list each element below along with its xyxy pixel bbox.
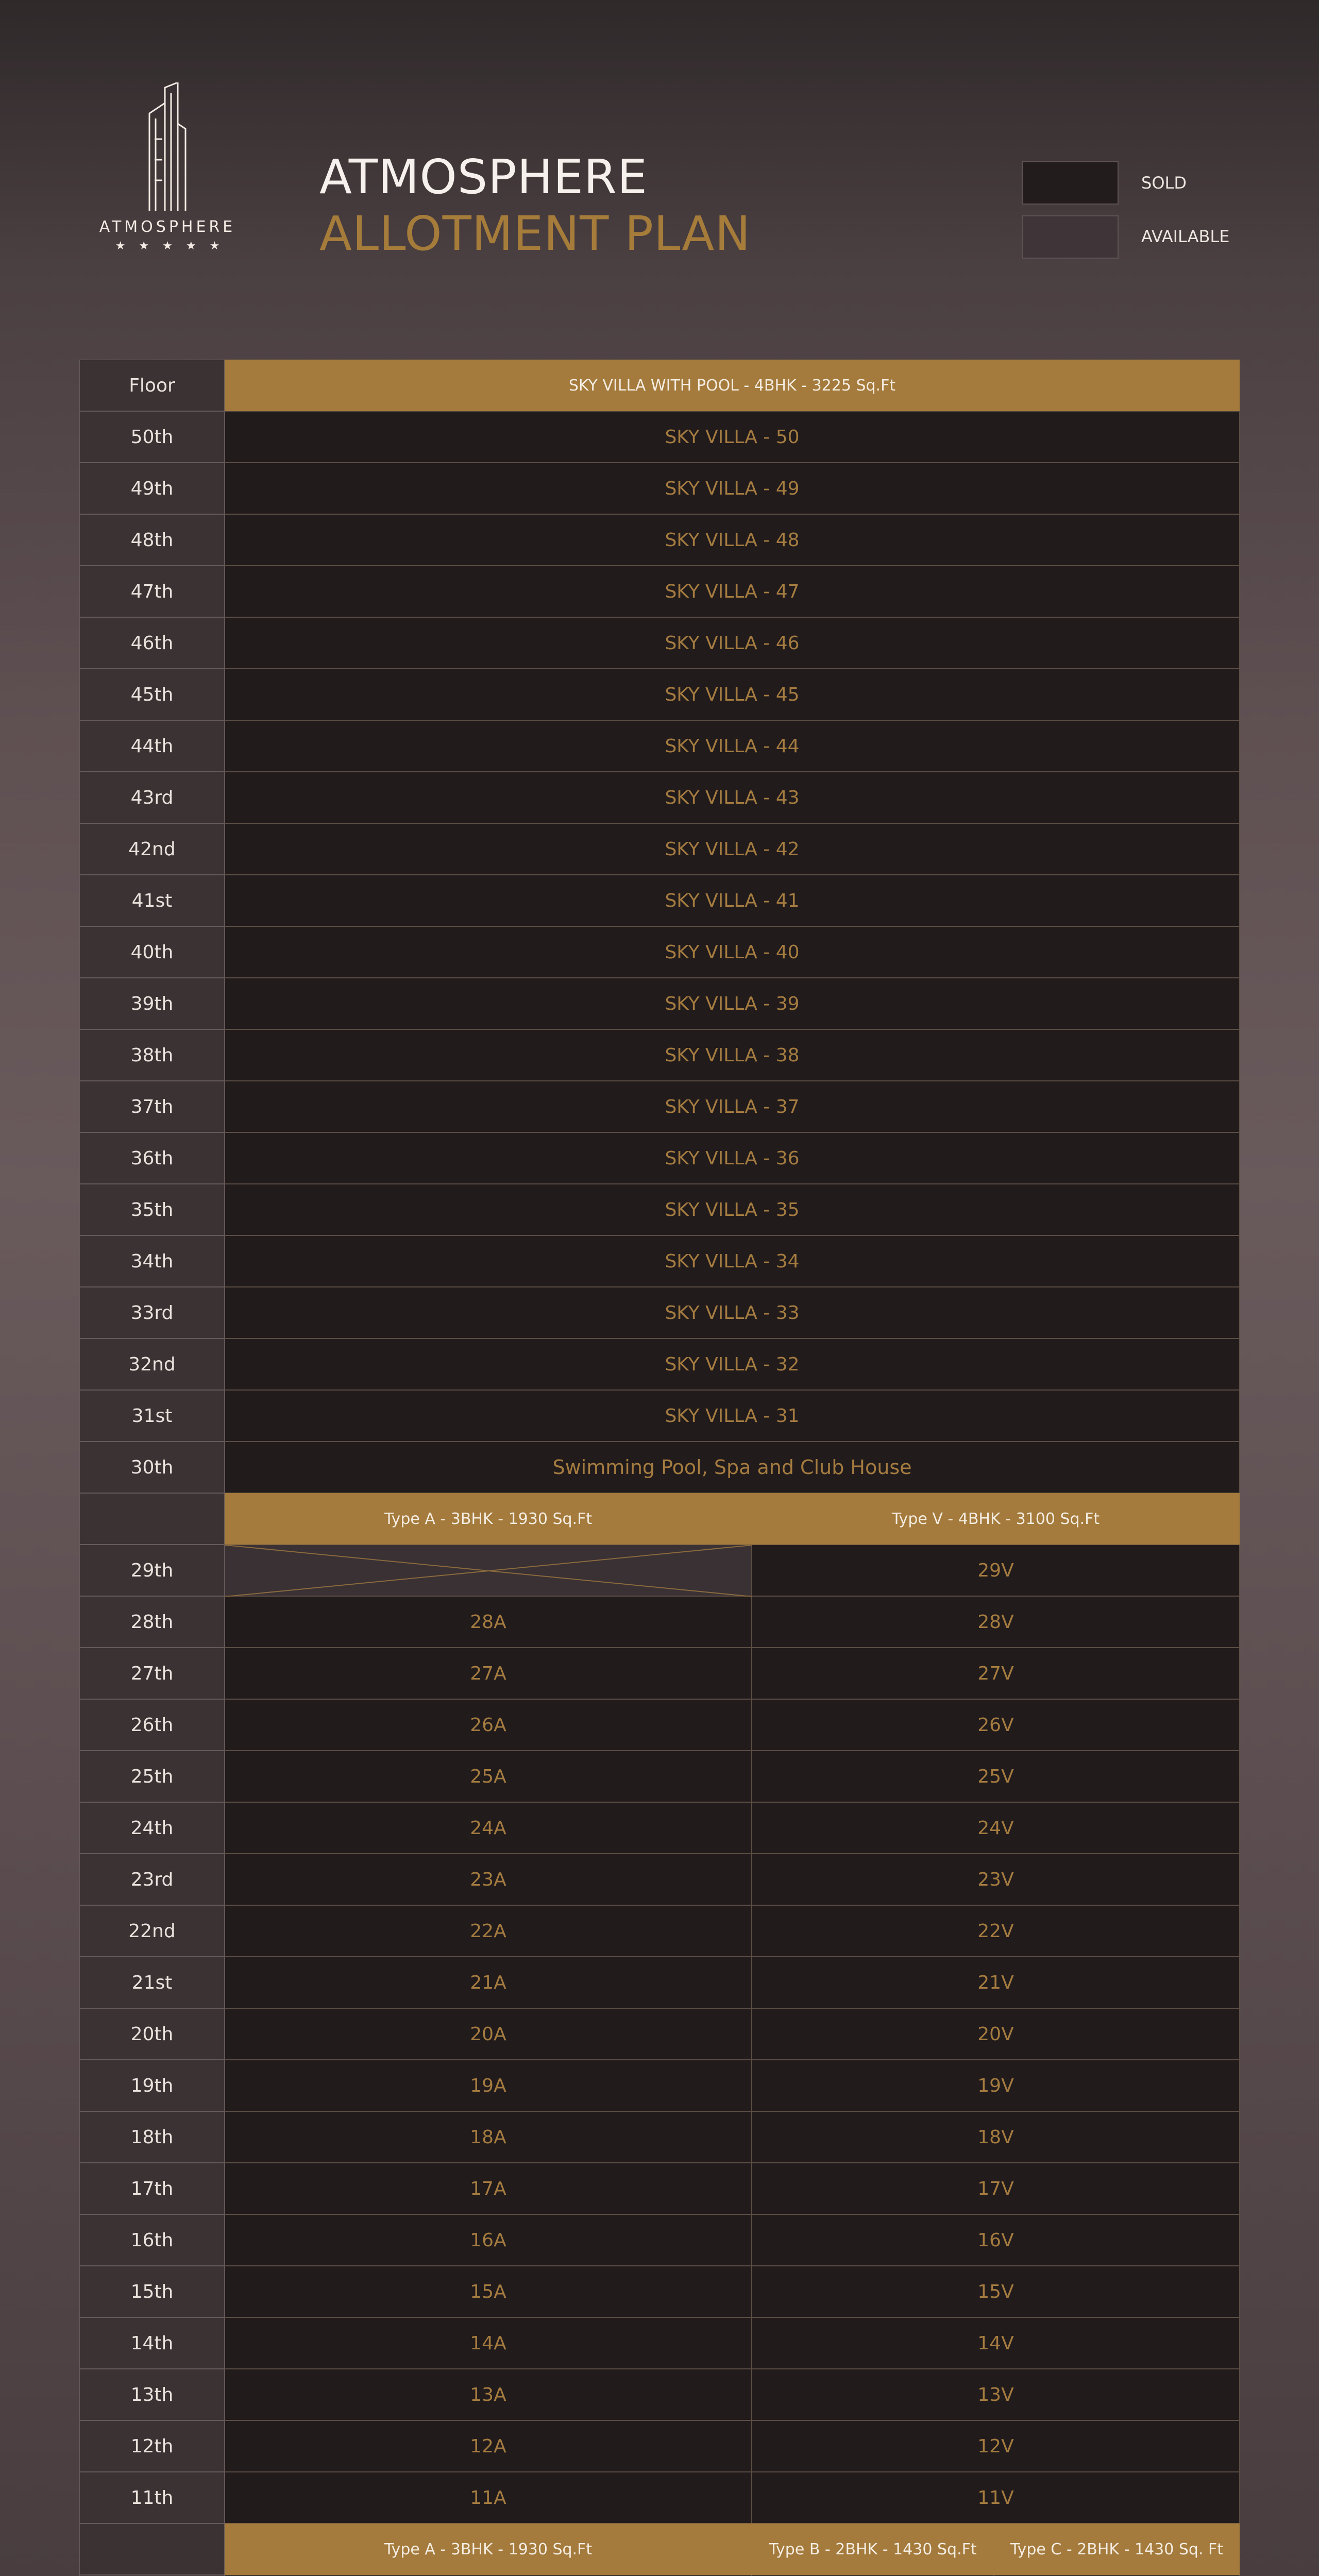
- cross-icon: [225, 1545, 752, 1597]
- unit-cell[interactable]: 12A: [225, 2420, 752, 2472]
- unit-cell[interactable]: 13A: [225, 2369, 752, 2420]
- not-available-cell: [225, 1545, 752, 1596]
- header: [0, 0, 1319, 330]
- unit-cell[interactable]: 11A: [225, 2472, 752, 2523]
- floor-label: 46th: [79, 617, 225, 669]
- unit-cell[interactable]: 17A: [225, 2163, 752, 2214]
- amenity-cell: Swimming Pool, Spa and Club House: [225, 1442, 1240, 1493]
- floor-label: 16th: [79, 2214, 225, 2266]
- floor-label: 25th: [79, 1751, 225, 1802]
- unit-cell[interactable]: SKY VILLA - 43: [225, 772, 1240, 823]
- unit-cell[interactable]: SKY VILLA - 36: [225, 1132, 1240, 1184]
- unit-cell[interactable]: 20V: [752, 2008, 1240, 2060]
- unit-cell[interactable]: 26A: [225, 1699, 752, 1751]
- unit-cell[interactable]: SKY VILLA - 39: [225, 978, 1240, 1029]
- unit-cell[interactable]: SKY VILLA - 48: [225, 514, 1240, 566]
- unit-cell[interactable]: SKY VILLA - 41: [225, 875, 1240, 926]
- type-b-header: Type B - 2BHK - 1430 Sq.Ft: [752, 2523, 994, 2575]
- floor-label: 14th: [79, 2317, 225, 2369]
- type-a-header: Type A - 3BHK - 1930 Sq.Ft: [225, 1493, 752, 1545]
- floor-label: 28th: [79, 1596, 225, 1648]
- tower-logo-icon: [134, 82, 201, 211]
- brand-logo: [77, 82, 258, 268]
- unit-cell[interactable]: 17V: [752, 2163, 1240, 2214]
- unit-cell[interactable]: SKY VILLA - 37: [225, 1081, 1240, 1132]
- floor-label: 39th: [79, 978, 225, 1029]
- floor-label: 40th: [79, 926, 225, 978]
- unit-cell[interactable]: 16A: [225, 2214, 752, 2266]
- unit-cell[interactable]: 25A: [225, 1751, 752, 1802]
- floor-label: 49th: [79, 463, 225, 514]
- type-c-header: Type C - 2BHK - 1430 Sq. Ft: [994, 2523, 1240, 2575]
- unit-cell[interactable]: 23A: [225, 1854, 752, 1905]
- unit-cell[interactable]: SKY VILLA - 34: [225, 1235, 1240, 1287]
- unit-cell[interactable]: 14A: [225, 2317, 752, 2369]
- unit-cell[interactable]: SKY VILLA - 33: [225, 1287, 1240, 1338]
- unit-cell[interactable]: SKY VILLA - 50: [225, 411, 1240, 463]
- unit-cell[interactable]: 18V: [752, 2111, 1240, 2163]
- unit-cell[interactable]: SKY VILLA - 32: [225, 1338, 1240, 1390]
- floor-label: 48th: [79, 514, 225, 566]
- floor-label: 17th: [79, 2163, 225, 2214]
- floor-label: 23rd: [79, 1854, 225, 1905]
- unit-cell[interactable]: 24A: [225, 1802, 752, 1854]
- floor-label: 21st: [79, 1957, 225, 2008]
- floor-label: 35th: [79, 1184, 225, 1235]
- sky-villa-header: SKY VILLA WITH POOL - 4BHK - 3225 Sq.Ft: [225, 360, 1240, 411]
- unit-cell[interactable]: SKY VILLA - 31: [225, 1390, 1240, 1442]
- unit-cell[interactable]: SKY VILLA - 42: [225, 823, 1240, 875]
- page-subtitle: ALLOTMENT PLAN: [319, 206, 751, 261]
- floor-label: 26th: [79, 1699, 225, 1751]
- unit-cell[interactable]: SKY VILLA - 38: [225, 1029, 1240, 1081]
- unit-cell[interactable]: 28A: [225, 1596, 752, 1648]
- unit-cell[interactable]: SKY VILLA - 45: [225, 669, 1240, 720]
- floor-label: 15th: [79, 2266, 225, 2317]
- unit-cell[interactable]: SKY VILLA - 47: [225, 566, 1240, 617]
- unit-cell[interactable]: SKY VILLA - 40: [225, 926, 1240, 978]
- unit-cell[interactable]: 13V: [752, 2369, 1240, 2420]
- floor-label: 38th: [79, 1029, 225, 1081]
- floor-label: 24th: [79, 1802, 225, 1854]
- type-v-header: Type V - 4BHK - 3100 Sq.Ft: [752, 1493, 1240, 1545]
- unit-cell[interactable]: 18A: [225, 2111, 752, 2163]
- unit-cell[interactable]: 22A: [225, 1905, 752, 1957]
- floor-label: 31st: [79, 1390, 225, 1442]
- floor-label: 43rd: [79, 772, 225, 823]
- unit-cell[interactable]: SKY VILLA - 44: [225, 720, 1240, 772]
- unit-cell[interactable]: 21V: [752, 1957, 1240, 2008]
- unit-cell[interactable]: 20A: [225, 2008, 752, 2060]
- unit-cell[interactable]: SKY VILLA - 49: [225, 463, 1240, 514]
- unit-cell[interactable]: 12V: [752, 2420, 1240, 2472]
- unit-cell[interactable]: 26V: [752, 1699, 1240, 1751]
- floor-label: 36th: [79, 1132, 225, 1184]
- unit-cell[interactable]: 29V: [752, 1545, 1240, 1596]
- floor-label: 41st: [79, 875, 225, 926]
- unit-cell[interactable]: 16V: [752, 2214, 1240, 2266]
- floor-header: Floor: [79, 360, 225, 411]
- allotment-table: [79, 360, 1240, 2576]
- floor-label: 50th: [79, 411, 225, 463]
- unit-cell[interactable]: 25V: [752, 1751, 1240, 1802]
- floor-label: 18th: [79, 2111, 225, 2163]
- floor-label: 12th: [79, 2420, 225, 2472]
- unit-cell[interactable]: 24V: [752, 1802, 1240, 1854]
- page-title: ATMOSPHERE: [319, 149, 648, 205]
- floor-label: 37th: [79, 1081, 225, 1132]
- floor-label: 27th: [79, 1648, 225, 1699]
- floor-blank: [79, 2523, 225, 2575]
- floor-label: 22nd: [79, 1905, 225, 1957]
- unit-cell[interactable]: 11V: [752, 2472, 1240, 2523]
- type-bc-header-group: [752, 2523, 1240, 2575]
- unit-cell[interactable]: 14V: [752, 2317, 1240, 2369]
- floor-label: 33rd: [79, 1287, 225, 1338]
- unit-cell[interactable]: 23V: [752, 1854, 1240, 1905]
- type-a-header: Type A - 3BHK - 1930 Sq.Ft: [225, 2523, 752, 2575]
- floor-label: 44th: [79, 720, 225, 772]
- floor-label: 42nd: [79, 823, 225, 875]
- unit-cell[interactable]: 27A: [225, 1648, 752, 1699]
- floor-label: 45th: [79, 669, 225, 720]
- floor-label: 20th: [79, 2008, 225, 2060]
- floor-label: 29th: [79, 1545, 225, 1596]
- legend-available-label: AVAILABLE: [1141, 227, 1230, 246]
- unit-cell[interactable]: SKY VILLA - 35: [225, 1184, 1240, 1235]
- floor-label: 13th: [79, 2369, 225, 2420]
- floor-label: 32nd: [79, 1338, 225, 1390]
- floor-label: 34th: [79, 1235, 225, 1287]
- unit-cell[interactable]: SKY VILLA - 46: [225, 617, 1240, 669]
- unit-cell[interactable]: 15A: [225, 2266, 752, 2317]
- floor-label: 19th: [79, 2060, 225, 2111]
- brand-name: ATMOSPHERE: [99, 218, 236, 236]
- brand-stars: ★★★★★: [115, 240, 233, 252]
- legend-available-swatch: [1022, 215, 1119, 259]
- unit-cell[interactable]: 28V: [752, 1596, 1240, 1648]
- legend-sold-swatch: [1022, 161, 1119, 205]
- unit-cell[interactable]: 27V: [752, 1648, 1240, 1699]
- unit-cell[interactable]: 19V: [752, 2060, 1240, 2111]
- floor-label: 11th: [79, 2472, 225, 2523]
- floor-blank: [79, 1493, 225, 1545]
- floor-label: 47th: [79, 566, 225, 617]
- unit-cell[interactable]: 21A: [225, 1957, 752, 2008]
- legend-sold-label: SOLD: [1141, 173, 1187, 193]
- unit-cell[interactable]: 19A: [225, 2060, 752, 2111]
- floor-label: 30th: [79, 1442, 225, 1493]
- unit-cell[interactable]: 15V: [752, 2266, 1240, 2317]
- unit-cell[interactable]: 22V: [752, 1905, 1240, 1957]
